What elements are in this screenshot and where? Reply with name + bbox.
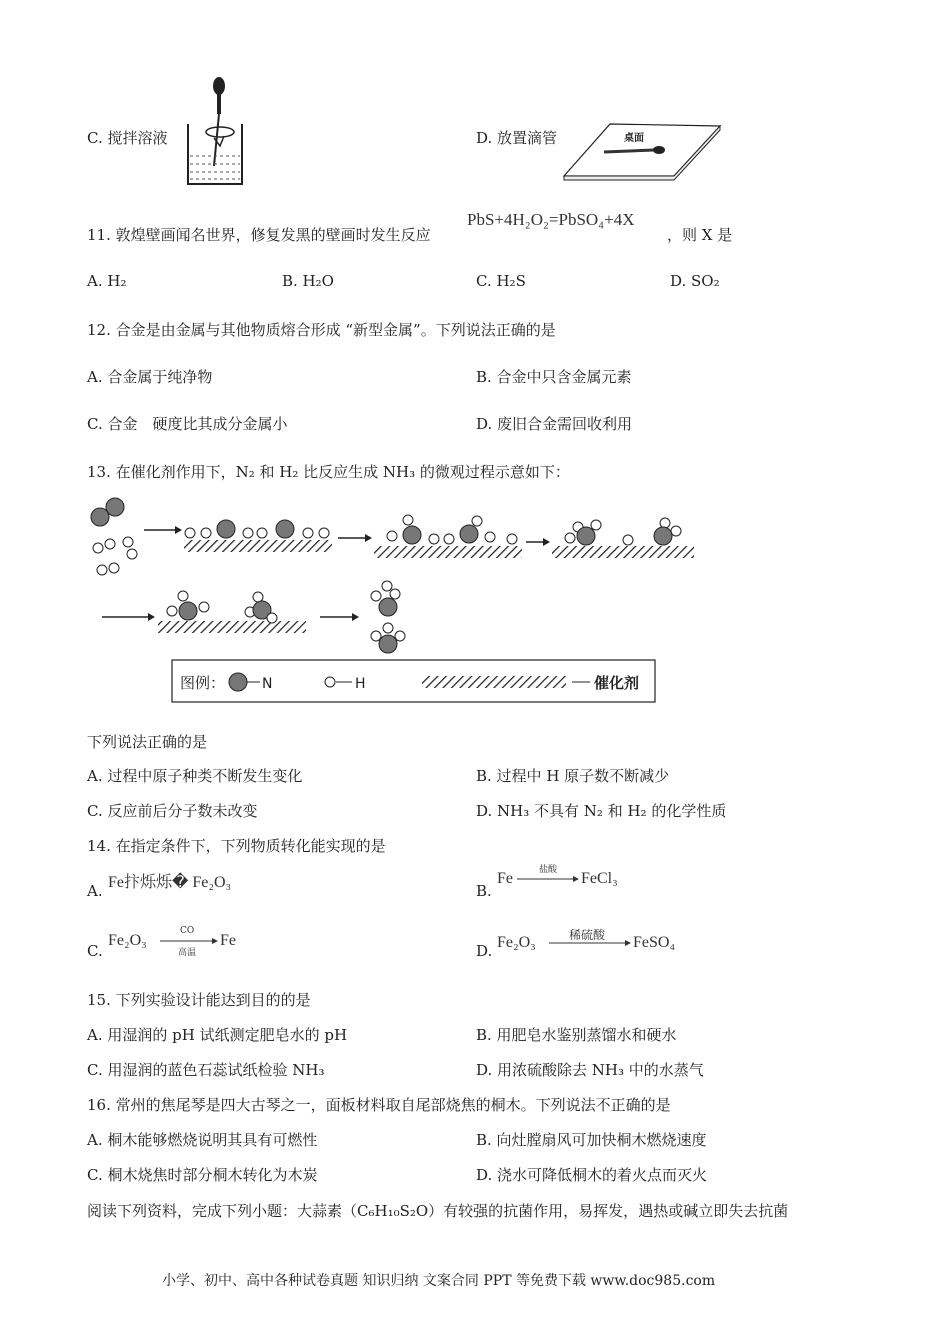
q14-option-d-label: D.: [476, 942, 493, 960]
q10-option-c: C. 搅拌溶液: [87, 129, 168, 147]
q14-c-from: Fe₂O₃: [108, 932, 147, 949]
q14-option-c-label: C.: [87, 942, 103, 960]
q14-option-b-label: B.: [476, 882, 492, 900]
q12-option-d: D. 废旧合金需回收利用: [476, 415, 633, 433]
q14-stem: 14. 在指定条件下，下列物质转化能实现的是: [87, 837, 386, 855]
legend-catalyst-label: 催化剂: [594, 674, 640, 692]
catalyst-surface-1: [184, 540, 332, 552]
q14-d-condition: 稀硫酸: [569, 928, 606, 942]
q12-option-b: B. 合金中只含金属元素: [476, 368, 632, 386]
q11-stem-post: ，则 X 是: [667, 226, 733, 244]
q12-option-c: C. 合金 硬度比其成分金属小: [87, 415, 288, 433]
q14-c-to: Fe: [220, 932, 236, 949]
q14-b-condition: 盐酸: [539, 865, 558, 875]
legend-n-label: N: [262, 676, 273, 692]
q14-option-c-equation: [108, 926, 248, 960]
q14-option-a-label: A.: [87, 882, 103, 900]
q11-option-d: D. SO₂: [670, 272, 720, 290]
catalyst-surface-3: [552, 546, 694, 558]
q16-option-a: A. 桐木能够燃烧说明其具有可燃性: [87, 1131, 318, 1149]
page-footer: 小学、初中、高中各种试卷真题 知识归纳 文案合同 PPT 等免费下载 www.doc985.com: [162, 1273, 716, 1289]
catalyst-surface-2: [374, 546, 522, 558]
reading-passage: 阅读下列资料，完成下列小题：大蒜素（C₆H₁₀S₂O）有较强的抗菌作用，易挥发，遇热或碱立即失去抗菌: [87, 1202, 789, 1220]
q11-stem-pre: 11. 敦煌壁画闻名世界，修复发黑的壁画时发生反应: [87, 226, 431, 244]
q13-stem: 13. 在催化剂作用下，N₂ 和 H₂ 比反应生成 NH₃ 的微观过程示意如下：: [87, 463, 570, 481]
q11-option-b: B. H₂O: [282, 272, 334, 290]
q11-equation: PbS+4H₂O₂=PbSO₄+4X: [467, 210, 635, 229]
q13-option-d: D. NH₃ 不具有 N₂ 和 H₂ 的化学性质: [476, 802, 727, 820]
stirring-beaker-figure: [180, 74, 250, 189]
q14-option-d-equation: [497, 926, 697, 960]
q13-option-b: B. 过程中 H 原子数不断减少: [476, 767, 670, 785]
q14-d-from: Fe₂O₃: [497, 934, 536, 951]
q12-option-a: A. 合金属于纯净物: [87, 368, 213, 386]
q16-option-c: C. 桐木烧焦时部分桐木转化为木炭: [87, 1166, 318, 1184]
q14-d-to: FeSO₄: [633, 934, 676, 951]
q15-option-c: C. 用湿润的蓝色石蕊试纸检验 NH₃: [87, 1061, 325, 1079]
q11-stem: [87, 224, 431, 245]
q16-option-b: B. 向灶膛扇风可加快桐木燃烧速度: [476, 1131, 707, 1149]
q15-option-a: A. 用湿润的 pH 试纸测定肥皂水的 pH: [87, 1026, 348, 1044]
q14-option-b-equation: [497, 862, 637, 896]
q15-option-d: D. 用浓硫酸除去 NH₃ 中的水蒸气: [476, 1061, 704, 1079]
q13-option-c: C. 反应前后分子数未改变: [87, 802, 258, 820]
q11-option-a: A. H₂: [87, 272, 127, 290]
dropper-on-desk-figure: [562, 120, 722, 182]
q13-prompt: 下列说法正确的是: [87, 733, 208, 751]
catalyst-surface-4: [158, 621, 306, 633]
q15-option-b: B. 用肥皂水鉴别蒸馏水和硬水: [476, 1026, 677, 1044]
q14-c-condition-top: CO: [180, 926, 195, 936]
q10-option-d: D. 放置滴管: [476, 129, 558, 147]
q16-option-d: D. 浇水可降低桐木的着火点而灭火: [476, 1166, 708, 1184]
q14-b-from: Fe: [497, 870, 513, 887]
desk-label: 桌面: [624, 133, 644, 144]
legend-h-label: H: [355, 676, 366, 692]
stage-0-molecules: [91, 498, 137, 575]
legend-title: 图例：: [180, 674, 226, 692]
q14-option-a-equation: Fe抃烁烁� Fe₂O₃: [108, 874, 232, 891]
q14-b-to: FeCl₃: [581, 870, 618, 887]
q13-micro-process-diagram: [80, 490, 700, 715]
q13-option-a: A. 过程中原子种类不断发生变化: [87, 767, 303, 785]
q16-stem: 16. 常州的焦尾琴是四大古琴之一，面板材料取自尾部烧焦的桐木。下列说法不正确的是: [87, 1096, 671, 1114]
q12-stem: 12. 合金是由金属与其他物质熔合形成 “新型金属”。下列说法正确的是: [87, 321, 556, 339]
q15-stem: 15. 下列实验设计能达到目的的是: [87, 991, 311, 1009]
q11-option-c: C. H₂S: [476, 272, 526, 290]
q14-c-condition-bottom: 高温: [178, 948, 197, 958]
